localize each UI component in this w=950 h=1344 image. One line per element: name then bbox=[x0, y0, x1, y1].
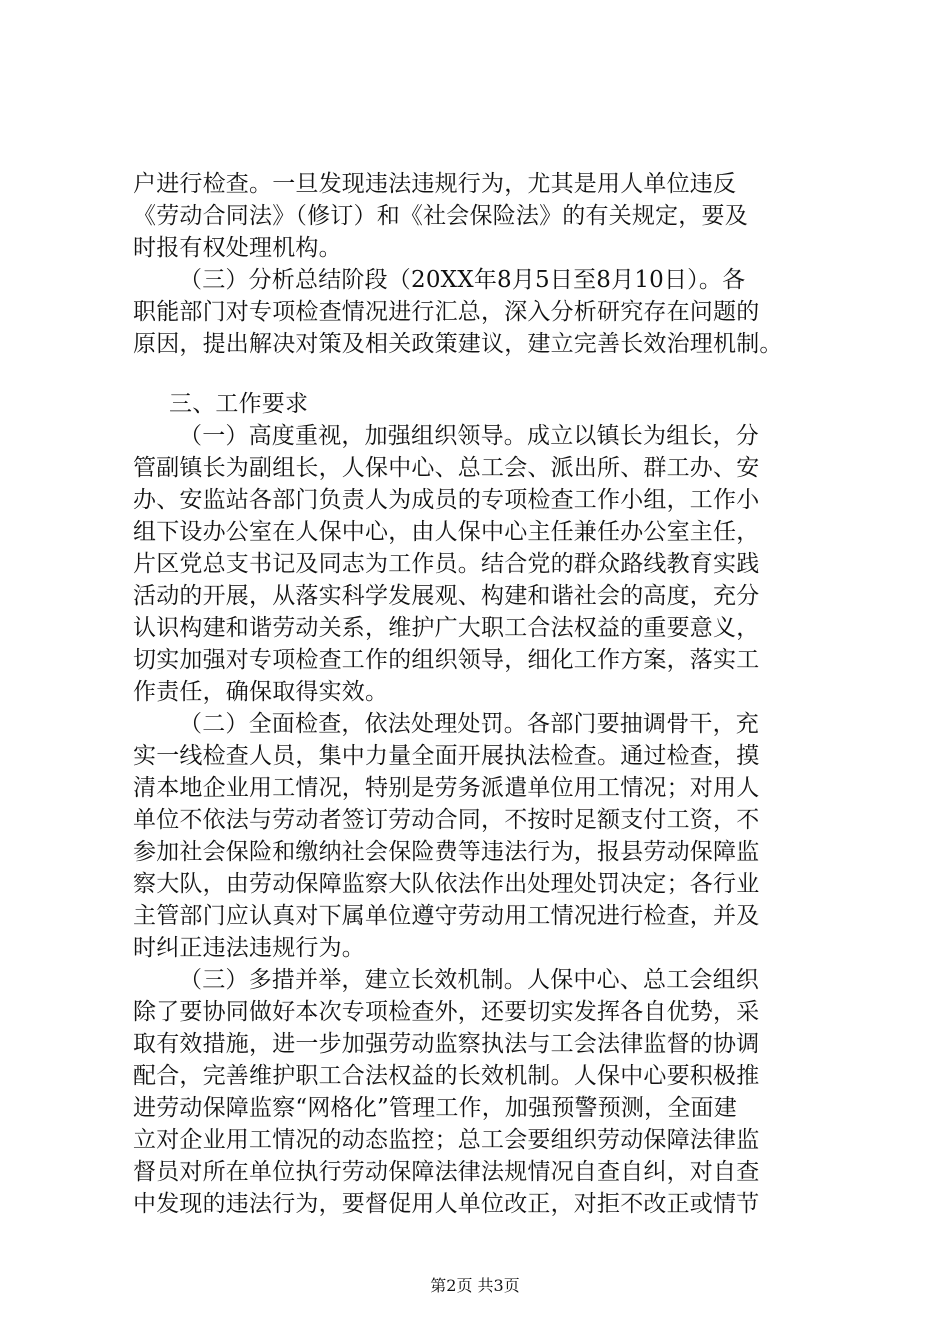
paragraph-gap bbox=[133, 360, 833, 388]
text-line: 管副镇长为副组长，人保中心、总工会、派出所、群工办、安 bbox=[133, 455, 760, 481]
text-line: 进劳动保障监察“网格化”管理工作，加强预警预测，全面建 bbox=[133, 1095, 737, 1121]
text-line: （三）分析总结阶段（20XX年8月5日至8月10日）。各 bbox=[179, 267, 746, 293]
text-line: 时纠正违法违规行为。 bbox=[133, 935, 365, 961]
text-line: 《劳动合同法》（修订）和《社会保险法》的有关规定，要及 bbox=[133, 203, 748, 229]
text-line: 除了要协同做好本次专项检查外，还要切实发挥各自优势，采 bbox=[133, 999, 760, 1025]
text-line: 组下设办公室在人保中心，由人保中心主任兼任办公室主任， bbox=[133, 519, 760, 545]
text-line: （一）高度重视，加强组织领导。成立以镇长为组长，分 bbox=[179, 423, 759, 449]
text-line: 办、安监站各部门负责人为成员的专项检查工作小组，工作小 bbox=[133, 487, 760, 513]
text-line: 作责任，确保取得实效。 bbox=[133, 679, 389, 705]
text-line: 参加社会保险和缴纳社会保险费等违法行为，报县劳动保障监 bbox=[133, 839, 760, 865]
text-line: 切实加强对专项检查工作的组织领导，细化工作方案，落实工 bbox=[133, 647, 760, 673]
text-line: 察大队，由劳动保障监察大队依法作出处理处罚决定；各行业 bbox=[133, 871, 760, 897]
text-line: 清本地企业用工情况，特别是劳务派遣单位用工情况；对用人 bbox=[133, 775, 760, 801]
document-body bbox=[133, 168, 833, 1220]
text-line: 中发现的违法行为，要督促用人单位改正，对拒不改正或情节 bbox=[133, 1191, 760, 1217]
text-line: 主管部门应认真对下属单位遵守劳动用工情况进行检查，并及 bbox=[133, 903, 760, 929]
text-line: 取有效措施，进一步加强劳动监察执法与工会法律监督的协调 bbox=[133, 1031, 760, 1057]
text-line: 立对企业用工情况的动态监控；总工会要组织劳动保障法律监 bbox=[133, 1127, 760, 1153]
text-line: 督员对所在单位执行劳动保障法律法规情况自查自纠，对自查 bbox=[133, 1159, 760, 1185]
text-line: 认识构建和谐劳动关系，维护广大职工合法权益的重要意义， bbox=[133, 615, 760, 641]
text-line: 活动的开展，从落实科学发展观、构建和谐社会的高度，充分 bbox=[133, 583, 760, 609]
text-line: 原因，提出解决对策及相关政策建议，建立完善长效治理机制。 bbox=[133, 331, 783, 357]
text-line: （二）全面检查，依法处理处罚。各部门要抽调骨干，充 bbox=[179, 711, 759, 737]
text-line: 配合，完善维护职工合法权益的长效机制。人保中心要积极推 bbox=[133, 1063, 760, 1089]
text-line: 单位不依法与劳动者签订劳动合同，不按时足额支付工资，不 bbox=[133, 807, 760, 833]
text-line: 职能部门对专项检查情况进行汇总，深入分析研究存在问题的 bbox=[133, 299, 760, 325]
text-line: 片区党总支书记及同志为工作员。结合党的群众路线教育实践 bbox=[133, 551, 760, 577]
text-line: （三）多措并举，建立长效机制。人保中心、总工会组织 bbox=[179, 967, 759, 993]
section-heading: 三、工作要求 bbox=[169, 391, 309, 417]
page-footer: 第2页 共3页 bbox=[430, 1276, 520, 1295]
text-line: 实一线检查人员，集中力量全面开展执法检查。通过检查，摸 bbox=[133, 743, 760, 769]
text-line: 户进行检查。一旦发现违法违规行为，尤其是用人单位违反 bbox=[133, 171, 737, 197]
text-line: 时报有权处理机构。 bbox=[133, 235, 342, 261]
